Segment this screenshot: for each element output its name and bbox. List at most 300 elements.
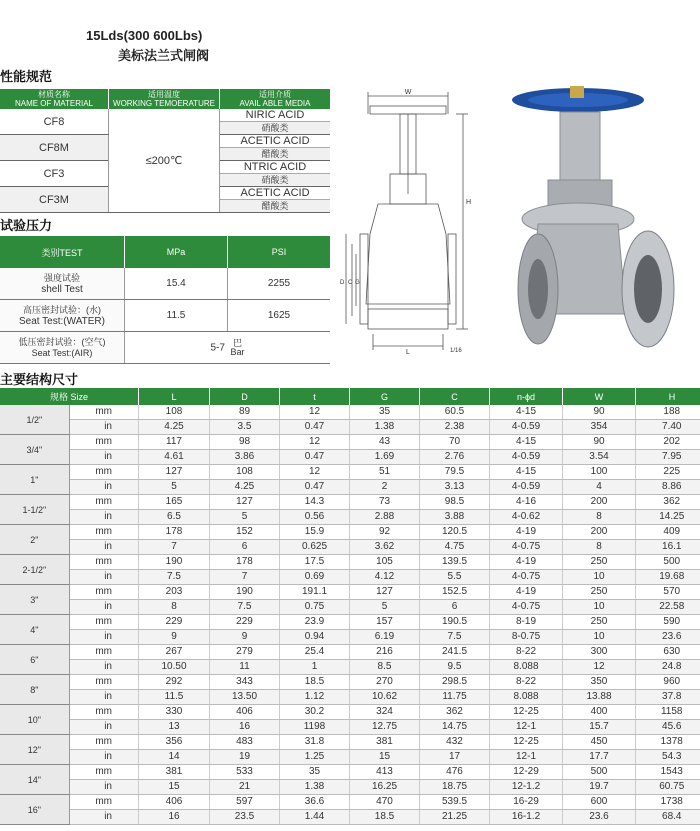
value-cell: 17.7 [563,750,636,765]
value-cell: 12-1 [490,750,563,765]
value-cell: 1738 [636,795,700,810]
value-cell: 19.68 [636,570,700,585]
value-cell: 216 [350,645,420,660]
value-cell: 500 [636,555,700,570]
value-cell: 11 [210,660,280,675]
value-cell: 15.7 [563,720,636,735]
value-cell: 1.38 [350,420,420,435]
material-cell: CF3 [0,161,109,187]
value-cell: 18.5 [350,810,420,825]
value-cell: 8-22 [490,675,563,690]
value-cell: 4-0.75 [490,570,563,585]
value-cell: 7.5 [210,600,280,615]
value-cell: 24.8 [636,660,700,675]
value-cell: 17 [420,750,490,765]
value-cell: 11.75 [420,690,490,705]
value-cell: 6.19 [350,630,420,645]
unit-cell: in [69,810,138,825]
value-cell: 630 [636,645,700,660]
unit-cell: mm [69,435,138,450]
section-performance: 性能规范 [0,69,53,84]
value-cell: 229 [139,615,210,630]
value-cell: 1378 [636,735,700,750]
value-cell: 300 [563,645,636,660]
value-cell: 225 [636,465,700,480]
media-cell: ACETIC ACID [220,135,331,148]
value-cell: 60.75 [636,780,700,795]
value-cell: 3.86 [210,450,280,465]
value-cell: 229 [210,615,280,630]
dims-header-t: t [280,388,350,405]
value-cell: 590 [636,615,700,630]
value-cell: 14.75 [420,720,490,735]
value-cell: 4-0.59 [490,420,563,435]
test-pressure-table [0,236,330,364]
value-cell: 12 [563,660,636,675]
table-row [0,525,700,540]
value-cell: 202 [636,435,700,450]
value-cell: 500 [563,765,636,780]
value-cell: 60.5 [420,405,490,420]
value-cell: 190 [139,555,210,570]
value-cell: 4-19 [490,525,563,540]
table-row [0,465,700,480]
value-cell: 4.75 [420,540,490,555]
value-cell: 8 [563,540,636,555]
drawing-label-c: C [348,280,353,286]
value-cell: 1 [280,660,350,675]
value-cell: 6 [210,540,280,555]
media-cell: NTRIC ACID [220,161,331,174]
value-cell: 79.5 [420,465,490,480]
value-cell: 5 [139,480,210,495]
table-row [0,765,700,780]
value-cell: 400 [563,705,636,720]
media-cn-cell: 硝酸类 [220,122,331,135]
table-row [0,480,700,495]
drawing-label-l: L [406,349,410,356]
value-cell: 250 [563,615,636,630]
value-cell: 476 [420,765,490,780]
value-cell: 36.6 [280,795,350,810]
value-cell: 15 [350,750,420,765]
size-cell: 1" [0,465,69,495]
value-cell: 267 [139,645,210,660]
shell-test-psi: 2255 [228,268,331,300]
value-cell: 4-0.59 [490,450,563,465]
value-cell: 413 [350,765,420,780]
unit-cell: in [69,480,138,495]
value-cell: 4.25 [210,480,280,495]
value-cell: 10 [563,630,636,645]
value-cell: 0.56 [280,510,350,525]
value-cell: 35 [280,765,350,780]
value-cell: 8.088 [490,690,563,705]
value-cell: 178 [210,555,280,570]
value-cell: 406 [139,795,210,810]
value-cell: 324 [350,705,420,720]
value-cell: 15 [139,780,210,795]
value-cell: 960 [636,675,700,690]
value-cell: 16.1 [636,540,700,555]
value-cell: 7.40 [636,420,700,435]
value-cell: 15.9 [280,525,350,540]
table-row [0,420,700,435]
value-cell: 16.25 [350,780,420,795]
table-row [0,435,700,450]
value-cell: 8-0.75 [490,630,563,645]
value-cell: 1.12 [280,690,350,705]
table-row [0,630,700,645]
value-cell: 241.5 [420,645,490,660]
unit-cell: in [69,750,138,765]
value-cell: 98.5 [420,495,490,510]
value-cell: 2 [350,480,420,495]
test-header-mpa: MPa [125,236,228,268]
size-cell: 10" [0,705,69,735]
table-row [0,795,700,810]
value-cell: 108 [210,465,280,480]
title-line-2: 美标法兰式闸阀 [118,48,210,63]
value-cell: 4-0.75 [490,600,563,615]
value-cell: 4.61 [139,450,210,465]
value-cell: 12.75 [350,720,420,735]
value-cell: 8 [139,600,210,615]
value-cell: 4-15 [490,405,563,420]
unit-cell: mm [69,525,138,540]
value-cell: 14 [139,750,210,765]
value-cell: 9.5 [420,660,490,675]
value-cell: 22.58 [636,600,700,615]
drawing-label-t: 1/16 [450,348,462,354]
value-cell: 120.5 [420,525,490,540]
size-cell: 8" [0,675,69,705]
value-cell: 90 [563,405,636,420]
value-cell: 4.12 [350,570,420,585]
material-cell: CF8 [0,109,109,135]
size-cell: 1/2" [0,405,69,435]
value-cell: 1.69 [350,450,420,465]
size-cell: 3/4" [0,435,69,465]
size-cell: 16" [0,795,69,825]
size-cell: 4" [0,615,69,645]
value-cell: 10.50 [139,660,210,675]
value-cell: 127 [210,495,280,510]
table-row [0,720,700,735]
value-cell: 250 [563,555,636,570]
value-cell: 157 [350,615,420,630]
seat-water-mpa: 11.5 [125,300,228,332]
value-cell: 90 [563,435,636,450]
value-cell: 31.8 [280,735,350,750]
unit-cell: in [69,660,138,675]
value-cell: 19.7 [563,780,636,795]
table-row [0,600,700,615]
value-cell: 2.88 [350,510,420,525]
value-cell: 0.47 [280,420,350,435]
media-cn-cell: 醋酸类 [220,148,331,161]
value-cell: 16 [139,810,210,825]
value-cell: 470 [350,795,420,810]
value-cell: 191.1 [280,585,350,600]
dimensions-table [0,388,700,825]
table-row [0,675,700,690]
value-cell: 14.25 [636,510,700,525]
table-row [0,735,700,750]
value-cell: 152 [210,525,280,540]
section-dimensions: 主要结构尺寸 [0,372,79,387]
temperature-cell: ≤200℃ [109,109,220,213]
value-cell: 8-19 [490,615,563,630]
unit-cell: mm [69,615,138,630]
dims-header-c: C [420,388,490,405]
value-cell: 12-1 [490,720,563,735]
value-cell: 12 [280,405,350,420]
media-cell: NIRIC ACID [220,109,331,122]
value-cell: 16-1.2 [490,810,563,825]
value-cell: 0.75 [280,600,350,615]
value-cell: 597 [210,795,280,810]
value-cell: 3.5 [210,420,280,435]
dims-header-g: G [350,388,420,405]
seat-water-psi: 1625 [228,300,331,332]
value-cell: 11.5 [139,690,210,705]
value-cell: 356 [139,735,210,750]
perf-header-media: 适用介质 AVAIL ABLE MEDIA [220,89,331,109]
value-cell: 5 [210,510,280,525]
media-cell: ACETIC ACID [220,187,331,200]
unit-cell: mm [69,705,138,720]
unit-cell: in [69,690,138,705]
value-cell: 1.44 [280,810,350,825]
unit-cell: mm [69,645,138,660]
seat-air-label: 低压密封试验：(空气) Seat Test:(AIR) [0,332,125,364]
value-cell: 4.25 [139,420,210,435]
value-cell: 600 [563,795,636,810]
value-cell: 23.5 [210,810,280,825]
value-cell: 139.5 [420,555,490,570]
gate-valve-photo [498,84,698,356]
table-row [0,450,700,465]
unit-cell: in [69,510,138,525]
value-cell: 8.5 [350,660,420,675]
value-cell: 16 [210,720,280,735]
seat-water-label: 高压密封试验：(水) Seat Test:(WATER) [0,300,125,332]
value-cell: 8 [563,510,636,525]
table-row [0,615,700,630]
value-cell: 10 [563,570,636,585]
value-cell: 12-1.2 [490,780,563,795]
table-row [0,690,700,705]
dims-header-d: D [210,388,280,405]
unit-cell: mm [69,405,138,420]
value-cell: 6.5 [139,510,210,525]
section-test-pressure: 试验压力 [0,218,53,233]
value-cell: 54.3 [636,750,700,765]
value-cell: 37.8 [636,690,700,705]
value-cell: 7 [210,570,280,585]
value-cell: 330 [139,705,210,720]
unit-cell: mm [69,795,138,810]
value-cell: 0.47 [280,480,350,495]
test-header-type: 类别TEST [0,236,125,268]
table-row [0,540,700,555]
dims-header-size: 规格 Size [0,388,139,405]
value-cell: 23.9 [280,615,350,630]
unit-cell: in [69,630,138,645]
perf-header-temp: 适用温度 WORKING TEMOERATURE [109,89,220,109]
unit-cell: mm [69,765,138,780]
table-row [0,705,700,720]
unit-cell: in [69,780,138,795]
value-cell: 68.4 [636,810,700,825]
value-cell: 4-15 [490,465,563,480]
table-row [0,660,700,675]
value-cell: 3.62 [350,540,420,555]
value-cell: 9 [139,630,210,645]
table-row [0,810,700,825]
value-cell: 178 [139,525,210,540]
value-cell: 4-19 [490,585,563,600]
value-cell: 9 [210,630,280,645]
value-cell: 292 [139,675,210,690]
value-cell: 13 [139,720,210,735]
dims-header-nd: n-ϕd [490,388,563,405]
valve-technical-drawing [338,84,478,356]
value-cell: 3.54 [563,450,636,465]
value-cell: 5.5 [420,570,490,585]
test-header-psi: PSI [228,236,331,268]
title-line-1: 15Lds(300 600Lbs) [86,28,203,43]
value-cell: 12 [280,465,350,480]
value-cell: 2.38 [420,420,490,435]
value-cell: 0.94 [280,630,350,645]
value-cell: 13.88 [563,690,636,705]
dims-header-w: W [563,388,636,405]
drawing-label-d: D [340,280,345,286]
perf-header-material: 材质名称 NAME OF MATERIAL [0,89,109,109]
table-row [0,510,700,525]
value-cell: 190 [210,585,280,600]
value-cell: 10.62 [350,690,420,705]
table-row [0,495,700,510]
value-cell: 1543 [636,765,700,780]
value-cell: 70 [420,435,490,450]
value-cell: 1.38 [280,780,350,795]
value-cell: 1198 [280,720,350,735]
unit-cell: in [69,600,138,615]
table-row [0,405,700,420]
value-cell: 117 [139,435,210,450]
dims-header-l: L [139,388,210,405]
value-cell: 1.25 [280,750,350,765]
size-cell: 14" [0,765,69,795]
value-cell: 0.69 [280,570,350,585]
value-cell: 12 [280,435,350,450]
value-cell: 21.25 [420,810,490,825]
value-cell: 450 [563,735,636,750]
value-cell: 127 [350,585,420,600]
table-row [0,780,700,795]
media-cn-cell: 硝酸类 [220,174,331,187]
unit-cell: in [69,420,138,435]
size-cell: 2-1/2" [0,555,69,585]
value-cell: 4-16 [490,495,563,510]
value-cell: 2.76 [420,450,490,465]
table-row [0,750,700,765]
unit-cell: mm [69,585,138,600]
size-cell: 1-1/2" [0,495,69,525]
value-cell: 250 [563,585,636,600]
value-cell: 12-29 [490,765,563,780]
value-cell: 10 [563,600,636,615]
size-cell: 3" [0,585,69,615]
unit-cell: mm [69,495,138,510]
unit-cell: in [69,540,138,555]
unit-cell: mm [69,675,138,690]
value-cell: 3.13 [420,480,490,495]
value-cell: 350 [563,675,636,690]
value-cell: 279 [210,645,280,660]
drawing-label-h: H [466,199,472,206]
value-cell: 4-0.62 [490,510,563,525]
value-cell: 152.5 [420,585,490,600]
size-cell: 6" [0,645,69,675]
value-cell: 98 [210,435,280,450]
value-cell: 203 [139,585,210,600]
value-cell: 5 [350,600,420,615]
value-cell: 432 [420,735,490,750]
value-cell: 188 [636,405,700,420]
value-cell: 165 [139,495,210,510]
table-row [0,570,700,585]
value-cell: 43 [350,435,420,450]
value-cell: 343 [210,675,280,690]
value-cell: 12-25 [490,735,563,750]
table-row [0,585,700,600]
value-cell: 270 [350,675,420,690]
value-cell: 30.2 [280,705,350,720]
value-cell: 45.6 [636,720,700,735]
value-cell: 19 [210,750,280,765]
value-cell: 4-0.59 [490,480,563,495]
value-cell: 8.088 [490,660,563,675]
unit-cell: in [69,570,138,585]
size-cell: 12" [0,735,69,765]
value-cell: 51 [350,465,420,480]
value-cell: 6 [420,600,490,615]
value-cell: 108 [139,405,210,420]
value-cell: 409 [636,525,700,540]
value-cell: 4-15 [490,435,563,450]
value-cell: 381 [139,765,210,780]
value-cell: 3.88 [420,510,490,525]
shell-test-label: 强度试验 shell Test [0,268,125,300]
value-cell: 8.86 [636,480,700,495]
size-cell: 2" [0,525,69,555]
value-cell: 89 [210,405,280,420]
media-cn-cell: 醋酸类 [220,200,331,213]
value-cell: 483 [210,735,280,750]
value-cell: 16-29 [490,795,563,810]
value-cell: 4-0.75 [490,540,563,555]
unit-cell: mm [69,555,138,570]
value-cell: 100 [563,465,636,480]
unit-cell: in [69,450,138,465]
shell-test-mpa: 15.4 [125,268,228,300]
value-cell: 8-22 [490,645,563,660]
unit-cell: mm [69,735,138,750]
